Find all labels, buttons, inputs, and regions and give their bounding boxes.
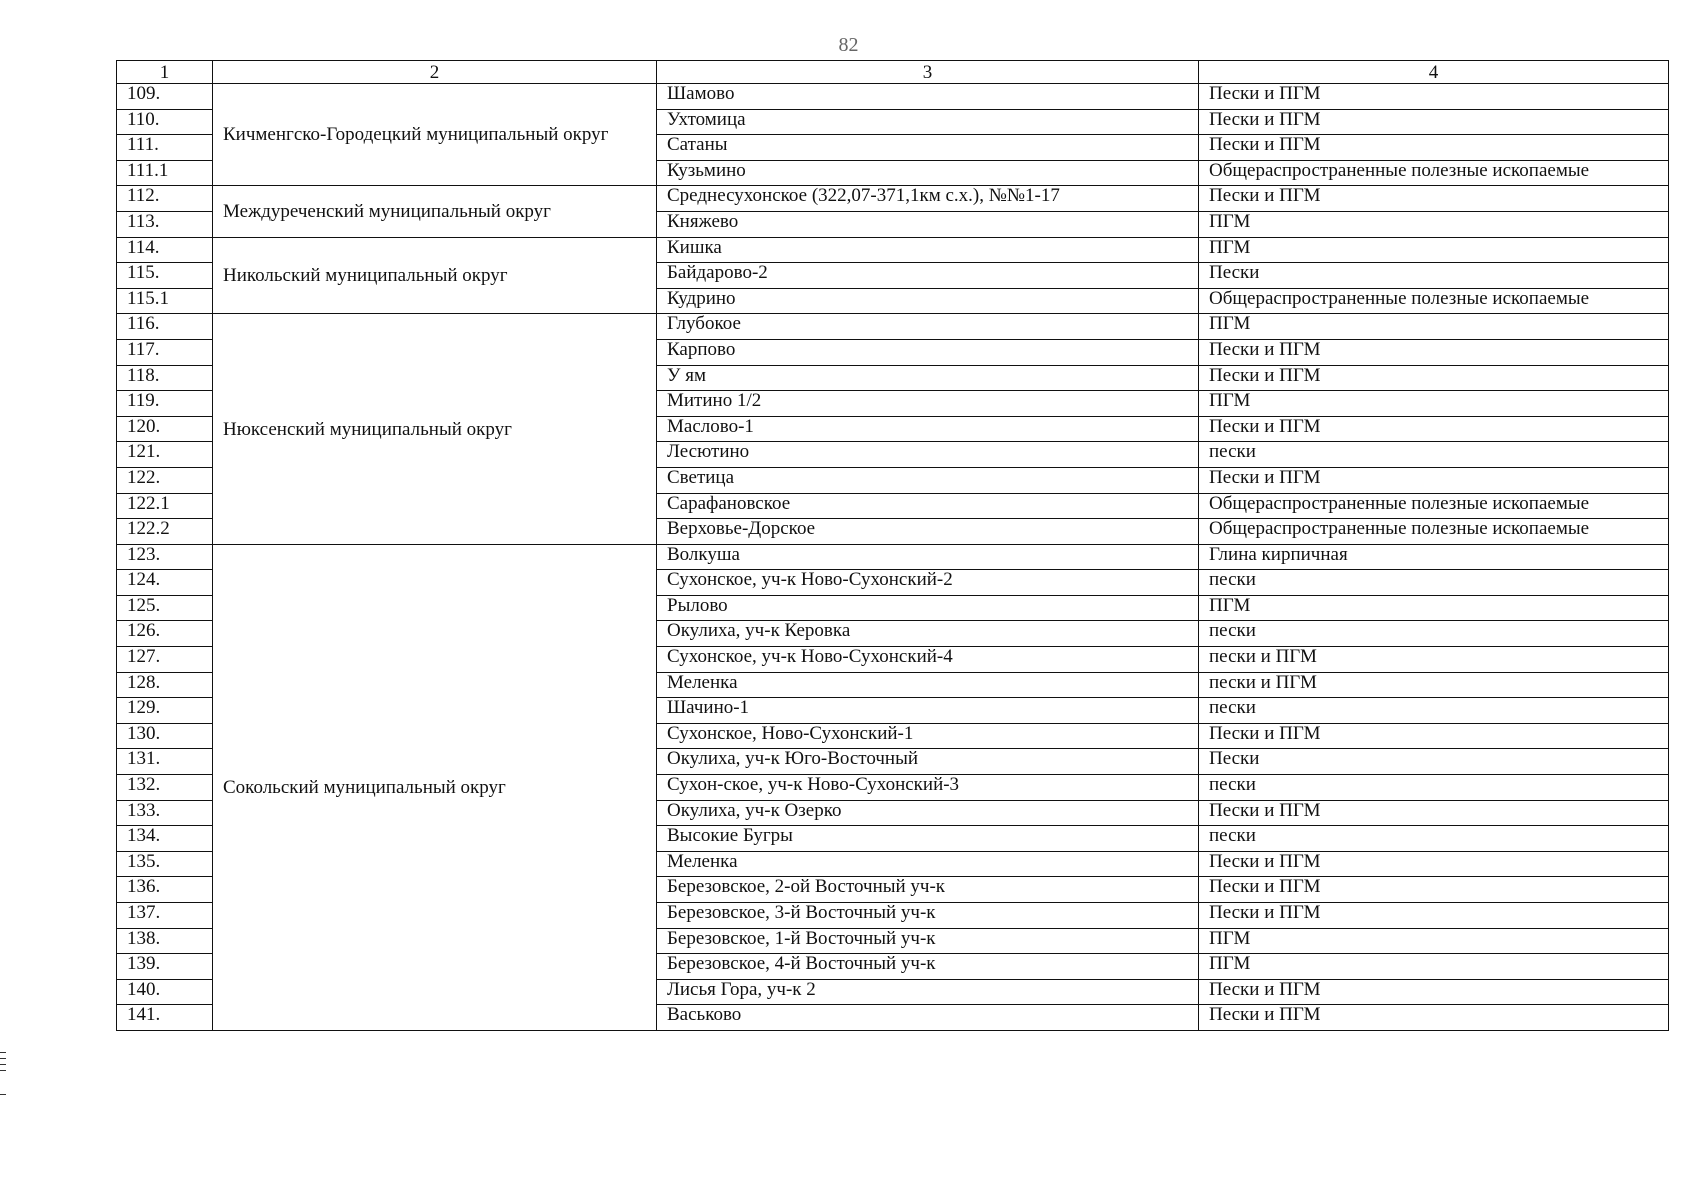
deposit-name: Сатаны <box>657 135 1199 161</box>
deposit-name: Кишка <box>657 237 1199 263</box>
row-number: 122. <box>117 467 213 493</box>
okrug-name: Междуреченский муниципальный округ <box>213 186 657 237</box>
mineral-type: ПГМ <box>1199 954 1669 980</box>
row-number: 113. <box>117 211 213 237</box>
deposit-name: Байдарово-2 <box>657 263 1199 289</box>
row-number: 124. <box>117 570 213 596</box>
mineral-type: Пески и ПГМ <box>1199 186 1669 212</box>
mineral-type: пески <box>1199 826 1669 852</box>
mineral-type: Общераспространенные полезные ископаемые <box>1199 519 1669 545</box>
mineral-type: Пески и ПГМ <box>1199 339 1669 365</box>
deposit-name: Березовское, 1-й Восточный уч-к <box>657 928 1199 954</box>
mineral-type: пески <box>1199 698 1669 724</box>
row-number: 134. <box>117 826 213 852</box>
row-number: 112. <box>117 186 213 212</box>
deposit-name: Шамово <box>657 84 1199 110</box>
mineral-type: ПГМ <box>1199 391 1669 417</box>
row-number: 114. <box>117 237 213 263</box>
deposit-name: Светица <box>657 467 1199 493</box>
row-number: 140. <box>117 979 213 1005</box>
deposit-name: Меленка <box>657 672 1199 698</box>
mineral-type: пески <box>1199 442 1669 468</box>
mineral-type: Пески и ПГМ <box>1199 979 1669 1005</box>
deposit-name: Волкуша <box>657 544 1199 570</box>
table-row <box>117 314 1669 340</box>
row-number: 119. <box>117 391 213 417</box>
row-number: 117. <box>117 339 213 365</box>
row-number: 138. <box>117 928 213 954</box>
row-number: 116. <box>117 314 213 340</box>
row-number: 136. <box>117 877 213 903</box>
deposit-name: Рылово <box>657 595 1199 621</box>
mineral-type: Глина кирпичная <box>1199 544 1669 570</box>
mineral-type: Пески и ПГМ <box>1199 135 1669 161</box>
deposit-name: Глубокое <box>657 314 1199 340</box>
mineral-type: ПГМ <box>1199 211 1669 237</box>
table-body <box>117 84 1669 1031</box>
deposit-name: Княжево <box>657 211 1199 237</box>
mineral-type: Пески и ПГМ <box>1199 84 1669 110</box>
mineral-type: Пески и ПГМ <box>1199 851 1669 877</box>
mineral-type: Общераспространенные полезные ископаемые <box>1199 493 1669 519</box>
scan-edge-mark <box>0 1094 6 1095</box>
row-number: 141. <box>117 1005 213 1031</box>
deposit-name: Березовское, 3-й Восточный уч-к <box>657 903 1199 929</box>
row-number: 115. <box>117 263 213 289</box>
deposit-name: Васьково <box>657 1005 1199 1031</box>
mineral-type: пески <box>1199 621 1669 647</box>
row-number: 109. <box>117 84 213 110</box>
row-number: 122.2 <box>117 519 213 545</box>
row-number: 127. <box>117 647 213 673</box>
okrug-name: Никольский муниципальный округ <box>213 237 657 314</box>
deposit-name: Березовское, 4-й Восточный уч-к <box>657 954 1199 980</box>
column-header: 1 <box>117 61 213 84</box>
row-number: 126. <box>117 621 213 647</box>
mineral-type: Общераспространенные полезные ископаемые <box>1199 160 1669 186</box>
mineral-type: Пески и ПГМ <box>1199 109 1669 135</box>
mineral-type: Пески и ПГМ <box>1199 800 1669 826</box>
mineral-type: Общераспространенные полезные ископаемые <box>1199 288 1669 314</box>
deposit-name: Сухонское, уч-к Ново-Сухонский-4 <box>657 647 1199 673</box>
mineral-type: пески и ПГМ <box>1199 647 1669 673</box>
row-number: 132. <box>117 775 213 801</box>
row-number: 133. <box>117 800 213 826</box>
row-number: 115.1 <box>117 288 213 314</box>
deposit-name: Сухон-ское, уч-к Ново-Сухонский-3 <box>657 775 1199 801</box>
row-number: 111.1 <box>117 160 213 186</box>
mineral-type: пески <box>1199 570 1669 596</box>
deposit-name: Кузьмино <box>657 160 1199 186</box>
table-row <box>117 186 1669 212</box>
mineral-type: Пески <box>1199 749 1669 775</box>
row-number: 125. <box>117 595 213 621</box>
table-row <box>117 84 1669 110</box>
row-number: 120. <box>117 416 213 442</box>
deposit-name: Верховье-Дорское <box>657 519 1199 545</box>
deposit-name: Сухонское, уч-к Ново-Сухонский-2 <box>657 570 1199 596</box>
row-number: 121. <box>117 442 213 468</box>
row-number: 130. <box>117 723 213 749</box>
deposit-name: Сарафановское <box>657 493 1199 519</box>
scan-edge-mark <box>0 1058 6 1059</box>
scan-edge-mark <box>0 1070 6 1071</box>
scan-edge-mark <box>0 1064 6 1065</box>
okrug-name: Сокольский муниципальный округ <box>213 544 657 1030</box>
page-number: 82 <box>838 34 859 56</box>
deposit-name: Березовское, 2-ой Восточный уч-к <box>657 877 1199 903</box>
mineral-type: пески <box>1199 775 1669 801</box>
mineral-type: ПГМ <box>1199 928 1669 954</box>
mineral-type: ПГМ <box>1199 314 1669 340</box>
table-row <box>117 237 1669 263</box>
deposits-table <box>116 60 1669 1031</box>
deposit-name: Кудрино <box>657 288 1199 314</box>
column-header: 4 <box>1199 61 1669 84</box>
mineral-type: ПГМ <box>1199 595 1669 621</box>
okrug-name: Нюксенский муниципальный округ <box>213 314 657 544</box>
mineral-type: Пески и ПГМ <box>1199 416 1669 442</box>
column-header: 2 <box>213 61 657 84</box>
deposit-name: Высокие Бугры <box>657 826 1199 852</box>
column-header: 3 <box>657 61 1199 84</box>
deposit-name: Окулиха, уч-к Керовка <box>657 621 1199 647</box>
row-number: 129. <box>117 698 213 724</box>
table-row <box>117 544 1669 570</box>
row-number: 110. <box>117 109 213 135</box>
row-number: 128. <box>117 672 213 698</box>
row-number: 137. <box>117 903 213 929</box>
deposit-name: Среднесухонское (322,07-371,1км с.х.), №№1-17 <box>657 186 1199 212</box>
header-row <box>117 61 1669 84</box>
okrug-name: Кичменгско-Городецкий муниципальный округ <box>213 84 657 186</box>
deposit-name: Окулиха, уч-к Озерко <box>657 800 1199 826</box>
mineral-type: Пески и ПГМ <box>1199 903 1669 929</box>
deposit-name: Маслово-1 <box>657 416 1199 442</box>
deposit-name: Шачино-1 <box>657 698 1199 724</box>
mineral-type: пески и ПГМ <box>1199 672 1669 698</box>
row-number: 118. <box>117 365 213 391</box>
deposit-name: Окулиха, уч-к Юго-Восточный <box>657 749 1199 775</box>
mineral-type: Пески и ПГМ <box>1199 1005 1669 1031</box>
mineral-type: Пески и ПГМ <box>1199 723 1669 749</box>
mineral-type: Пески и ПГМ <box>1199 365 1669 391</box>
mineral-type: Пески и ПГМ <box>1199 467 1669 493</box>
mineral-type: Пески <box>1199 263 1669 289</box>
row-number: 123. <box>117 544 213 570</box>
deposit-name: Меленка <box>657 851 1199 877</box>
deposit-name: Ухтомица <box>657 109 1199 135</box>
row-number: 122.1 <box>117 493 213 519</box>
mineral-type: ПГМ <box>1199 237 1669 263</box>
row-number: 135. <box>117 851 213 877</box>
deposit-name: Сухонское, Ново-Сухонский-1 <box>657 723 1199 749</box>
deposit-name: У ям <box>657 365 1199 391</box>
row-number: 139. <box>117 954 213 980</box>
scan-edge-mark <box>0 1052 6 1053</box>
row-number: 131. <box>117 749 213 775</box>
deposit-name: Лисья Гора, уч-к 2 <box>657 979 1199 1005</box>
mineral-type: Пески и ПГМ <box>1199 877 1669 903</box>
deposit-name: Лесютино <box>657 442 1199 468</box>
deposit-name: Карпово <box>657 339 1199 365</box>
row-number: 111. <box>117 135 213 161</box>
deposit-name: Митино 1/2 <box>657 391 1199 417</box>
